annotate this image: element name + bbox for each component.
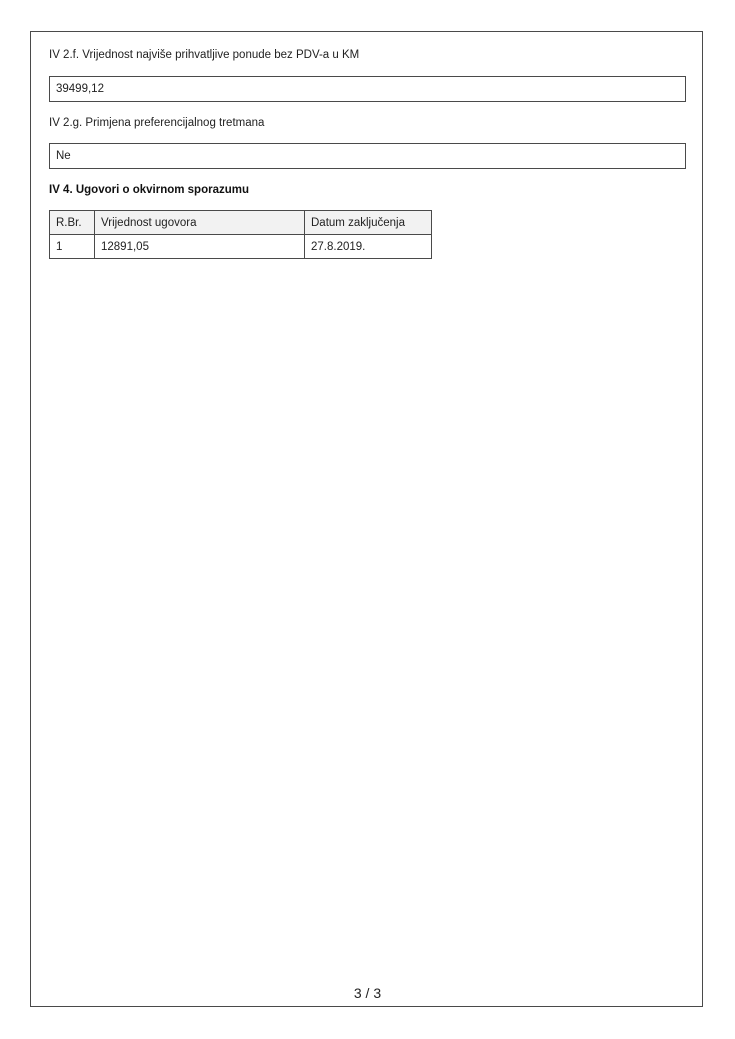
preferential-treatment-value-box: Ne [49, 143, 686, 169]
max-offer-label: IV 2.f. Vrijednost najviše prihvatljive ponude bez PDV-a u KM [49, 49, 360, 61]
column-header-conclusion-date: Datum zaključenja [305, 211, 432, 235]
table-header-row [50, 211, 432, 235]
cell-contract-value: 12891,05 [95, 235, 305, 259]
table-row [50, 235, 432, 259]
preferential-treatment-label: IV 2.g. Primjena preferencijalnog tretmana [49, 117, 265, 129]
max-offer-value-box: 39499,12 [49, 76, 686, 102]
cell-conclusion-date: 27.8.2019. [305, 235, 432, 259]
page-number: 3 / 3 [353, 985, 382, 1001]
column-header-contract-value: Vrijednost ugovora [95, 211, 305, 235]
page-frame [30, 31, 703, 1007]
contracts-section-heading: IV 4. Ugovori o okvirnom sporazumu [49, 184, 250, 196]
column-header-rbr: R.Br. [50, 211, 95, 235]
cell-rbr: 1 [50, 235, 95, 259]
contracts-table [49, 210, 432, 259]
